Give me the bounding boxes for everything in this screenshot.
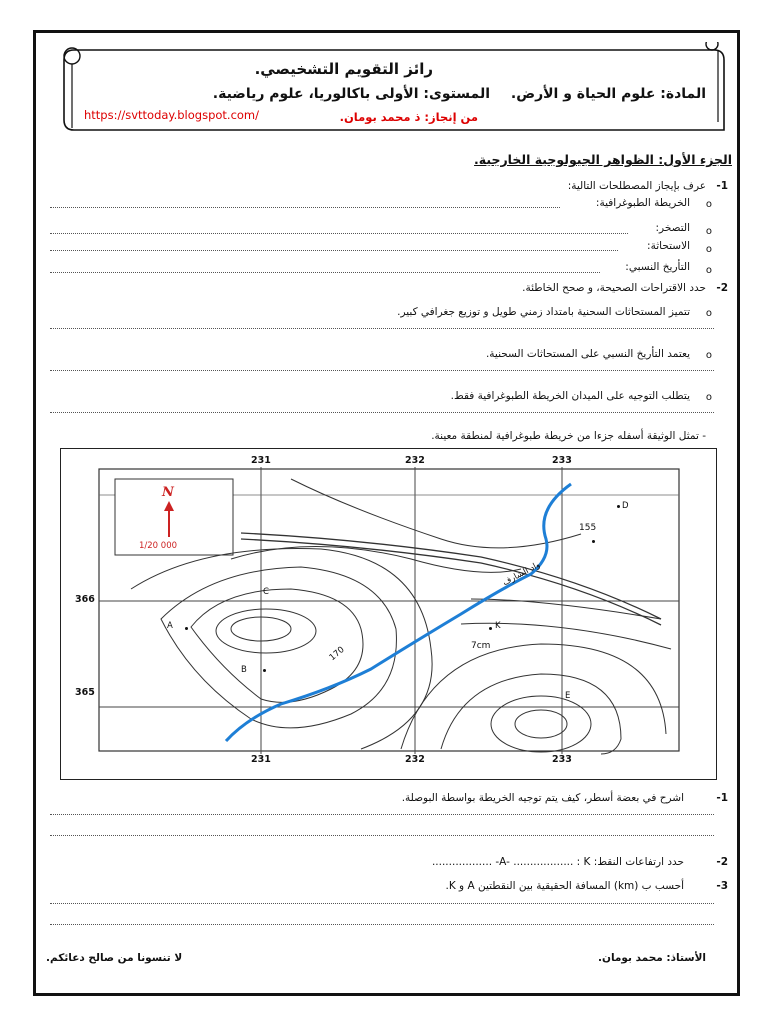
q3-text: اشرح في بعضة أسطر، كيف يتم توجيه الخريطة بواسطة البوصلة. xyxy=(401,792,684,804)
answer-line[interactable] xyxy=(50,835,714,836)
grid-x-label-bottom-3: 233 xyxy=(552,754,572,765)
part-title: الجزء الأول: الظواهر الجيولوجية الخارجية. xyxy=(474,152,732,167)
point-k-label: K xyxy=(495,621,501,631)
bullet-icon: o xyxy=(705,392,712,403)
q5-text: أحسب ب (km) المسافة الحقيقية بين النقطتين A و K. xyxy=(445,880,684,892)
test-title: رائز التقويم التشخيصي. xyxy=(254,60,433,78)
q1-number: 1- xyxy=(716,180,728,192)
teacher-name: الأستاذ: محمد بومان. xyxy=(598,952,706,964)
q2-number: 2- xyxy=(716,282,728,294)
q1-term-1: الخريطة الطبوغرافية: xyxy=(595,197,690,209)
answer-line[interactable] xyxy=(50,924,714,925)
spot-height-marker xyxy=(592,540,595,543)
answer-line[interactable] xyxy=(50,903,714,904)
q4-number: 2- xyxy=(716,856,728,868)
q1-term-2: التصخر: xyxy=(655,222,690,234)
point-d-marker xyxy=(617,505,620,508)
q1-term-4: التأريخ النسبي: xyxy=(625,261,690,273)
answer-line[interactable] xyxy=(50,233,628,234)
point-b-marker xyxy=(263,669,266,672)
author-label: من إنجاز: ذ محمد بومان. xyxy=(339,110,478,124)
answer-line[interactable] xyxy=(50,250,618,251)
grid-x-label-bottom-1: 231 xyxy=(251,754,271,765)
point-d-label: D xyxy=(622,501,629,511)
point-k-marker xyxy=(489,627,492,630)
grid-x-label-bottom-2: 232 xyxy=(405,754,425,765)
point-a-marker xyxy=(185,627,188,630)
closing-prayer: لا تنسونا من صالح دعائكم. xyxy=(46,952,183,964)
answer-line[interactable] xyxy=(50,207,560,208)
q2-statement-2: يعتمد التأريخ النسبي على المستحاثات السحنية. xyxy=(485,348,690,360)
river-name-label: واد الشارف xyxy=(501,559,542,589)
q3-number: 1- xyxy=(716,792,728,804)
q1-term-3: الاستحاثة: xyxy=(647,240,690,252)
bullet-icon: o xyxy=(705,244,712,255)
answer-line[interactable] xyxy=(50,328,714,329)
map-intro: - تمثل الوثيقة أسفله جزءا من خريطة طبوغرافية لمنطقة معينة. xyxy=(431,430,706,442)
answer-line[interactable] xyxy=(50,814,714,815)
q5-number: 3- xyxy=(716,880,728,892)
q2-statement-1: تتميز المستحاثات السحنية بامتداد زمني طويل و توزيع جغرافي كبير. xyxy=(397,306,690,318)
q2-text: حدد الاقتراحات الصحيحة، و صحح الخاطئة. xyxy=(522,282,706,294)
point-e-label: E xyxy=(565,691,571,701)
map-graphic xyxy=(61,449,718,781)
grid-x-label-top-1: 231 xyxy=(251,455,271,466)
point-b-label: B xyxy=(241,665,247,675)
answer-line[interactable] xyxy=(50,370,714,371)
scale-label: 1/20 000 xyxy=(139,541,178,551)
bullet-icon: o xyxy=(705,265,712,276)
bullet-icon: o xyxy=(705,199,712,210)
grid-y-label-1: 366 xyxy=(75,594,95,605)
bullet-icon: o xyxy=(705,308,712,319)
subject-label: المادة: علوم الحياة و الأرض. xyxy=(510,86,706,102)
grid-x-label-top-3: 233 xyxy=(552,455,572,466)
bullet-icon: o xyxy=(705,226,712,237)
distance-label: 7cm xyxy=(471,641,491,651)
grid-y-label-2: 365 xyxy=(75,687,95,698)
spot-height-label: 155 xyxy=(579,523,597,533)
point-a-label: A xyxy=(167,621,173,631)
answer-line[interactable] xyxy=(50,412,714,413)
topographic-map xyxy=(60,448,717,780)
q4-text: حدد ارتفاعات النقط: A- .................. : K- .................. xyxy=(431,856,684,868)
bullet-icon: o xyxy=(705,350,712,361)
north-label: N xyxy=(162,485,174,500)
grid-x-label-top-2: 232 xyxy=(405,455,425,466)
q1-text: عرف بإيجاز المصطلحات التالية: xyxy=(567,180,706,192)
level-label: المستوى: الأولى باكالوريا، علوم رياضية. xyxy=(212,86,490,102)
contour-value-label: 170 xyxy=(327,644,347,664)
point-c-label: C xyxy=(263,587,269,597)
q2-statement-3: يتطلب التوجيه على الميدان الخريطة الطبوغرافية فقط. xyxy=(450,390,690,402)
answer-line[interactable] xyxy=(50,272,600,273)
blog-link[interactable]: https://svttoday.blogspot.com/ xyxy=(84,108,259,122)
